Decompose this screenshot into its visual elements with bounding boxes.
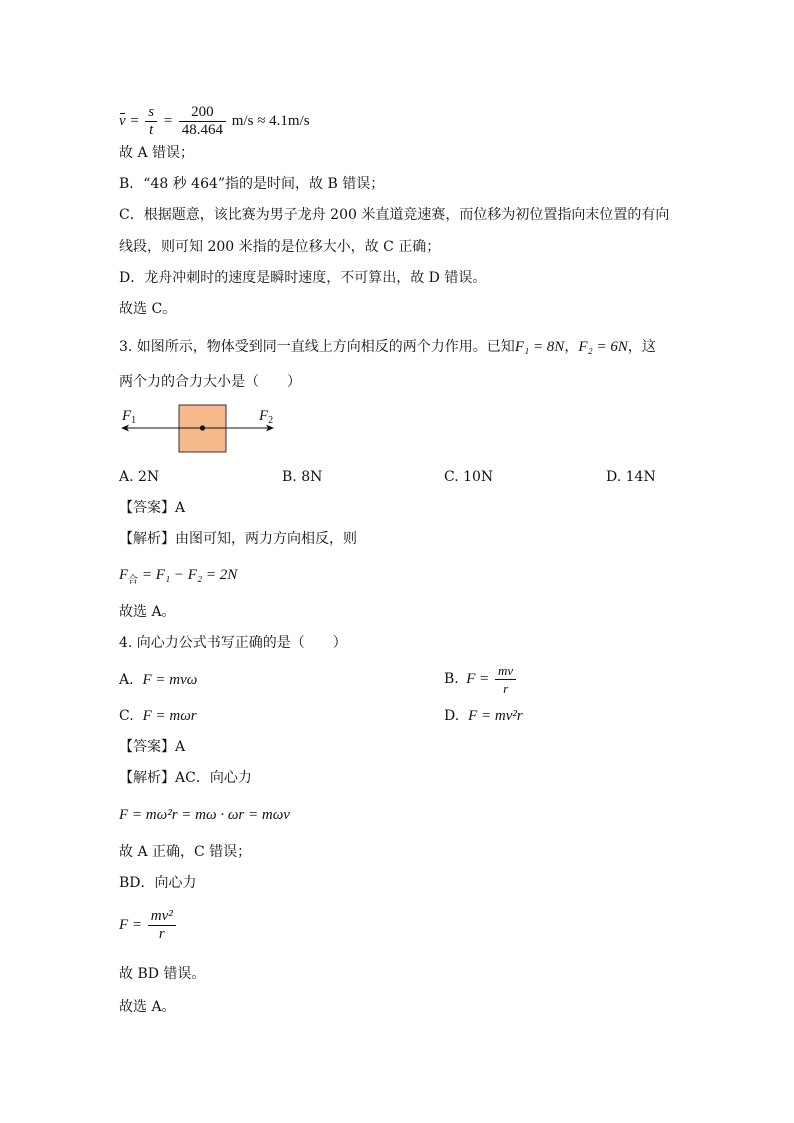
q3-analysis: 【解析】由图可知，两力方向相反，则 xyxy=(119,531,357,547)
q3-stem-line1 xyxy=(119,337,656,357)
q4-option-a-expr: F = mvω xyxy=(142,672,198,688)
q3-net-force-formula xyxy=(119,565,237,591)
q4-option-c-label: C. xyxy=(119,708,134,724)
q4-option-b-fraction xyxy=(495,662,516,697)
q4-stem: 4. 向心力公式书写正确的是（ ） xyxy=(119,635,347,651)
q4-option-a xyxy=(119,670,197,690)
q4-option-d xyxy=(444,706,523,726)
q4-option-b xyxy=(444,662,518,697)
q3-option-d: D. 14N xyxy=(606,469,656,485)
velocity-result: m/s ≈ 4.1m/s xyxy=(231,112,310,129)
q3-stem-suffix: ，这 xyxy=(627,339,656,355)
q3-stem-prefix: 3. 如图所示，物体受到同一直线上方向相反的两个力作用。已知 xyxy=(119,339,515,355)
denominator-time: 48.464 xyxy=(181,122,224,138)
q3-option-b: B. 8N xyxy=(282,469,323,485)
q4-analysis-ac: 【解析】AC．向心力 xyxy=(119,770,252,786)
q4-conclusion: 故选 A。 xyxy=(119,999,176,1015)
q3-answer: 【答案】A xyxy=(119,500,186,516)
net-force-expression: = F₁ − F₂ = 2N xyxy=(138,567,238,583)
q4-answer: 【答案】A xyxy=(119,739,186,755)
velocity-formula xyxy=(119,104,310,139)
q3-option-a: A. 2N xyxy=(119,469,160,485)
q4-option-b-den: r xyxy=(503,681,509,696)
q4-option-c-expr: F = mωr xyxy=(142,708,197,724)
resultant-subscript: 合 xyxy=(128,575,139,586)
v-bar-symbol: v xyxy=(119,112,126,129)
q2-line-a: 故 A 错误； xyxy=(119,145,195,161)
denominator-t: t xyxy=(149,122,154,138)
force-diagram xyxy=(116,400,286,456)
q4-line-a: 故 A 正确，C 错误； xyxy=(119,844,252,860)
center-dot xyxy=(200,425,205,430)
equals: = xyxy=(129,112,140,129)
q4-option-d-expr: F = mv²r xyxy=(468,708,523,724)
q2-conclusion: 故选 C。 xyxy=(119,301,177,317)
q3-conclusion: 故选 A。 xyxy=(119,604,176,620)
q2-line-b: B．“48 秒 464”指的是时间，故 B 错误； xyxy=(119,176,385,192)
f2-value: F₂ = 6N xyxy=(578,339,628,355)
q4-formula-bd-num: mv² xyxy=(148,908,176,926)
f-symbol: F xyxy=(119,567,129,583)
q4-formula-bd xyxy=(119,908,178,943)
equals: = xyxy=(162,112,174,129)
q3-separator: ， xyxy=(564,339,579,355)
q3-stem-line2: 两个力的合力大小是（ ） xyxy=(119,374,301,390)
q4-option-b-lhs: F = xyxy=(466,670,490,687)
q2-line-c2: 线段，则可知 200 米指的是位移大小，故 C 正确； xyxy=(119,239,441,255)
q4-analysis-bd: BD．向心力 xyxy=(119,875,197,891)
numerator-s: s xyxy=(145,104,157,122)
label-f1: $F_1$ xyxy=(122,408,137,426)
q4-option-b-num: mv xyxy=(495,662,516,680)
q4-formula-bd-fraction xyxy=(148,908,176,943)
s-over-t-fraction xyxy=(145,104,157,139)
value-fraction xyxy=(179,104,226,139)
q4-option-a-label: A. xyxy=(119,672,134,688)
q4-option-c xyxy=(119,706,197,726)
f1-value: F₁ = 8N xyxy=(514,339,565,355)
q4-formula-bd-den: r xyxy=(158,926,165,942)
numerator-200: 200 xyxy=(179,104,226,122)
q4-line-bd: 故 BD 错误。 xyxy=(119,966,206,982)
label-f2: $F_2$ xyxy=(259,408,274,426)
q2-line-c1: C．根据题意，该比赛为男子龙舟 200 米直道竞速赛，而位移为初位置指向末位置的有向 xyxy=(119,207,670,223)
q4-option-b-label: B. xyxy=(444,670,459,687)
q4-option-d-label: D. xyxy=(444,708,460,724)
q4-formula-bd-lhs: F = xyxy=(119,916,143,933)
q2-line-d: D．龙舟冲刺时的速度是瞬时速度，不可算出，故 D 错误。 xyxy=(119,270,487,286)
q4-formula-ac: F = mω²r = mω · ωr = mωv xyxy=(119,807,290,823)
q3-option-c: C. 10N xyxy=(444,469,494,485)
